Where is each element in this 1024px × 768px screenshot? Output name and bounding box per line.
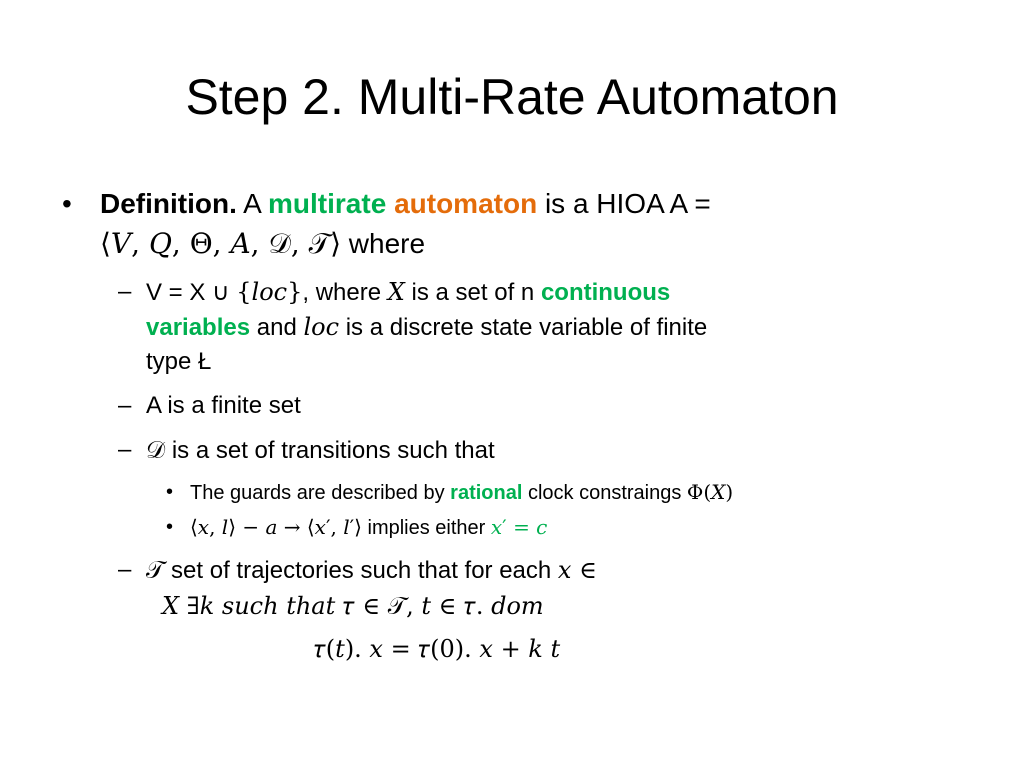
definition-label: Definition. xyxy=(100,188,237,219)
a-item-line: A is a finite set xyxy=(146,392,301,419)
bullet-marker: • xyxy=(166,516,174,538)
definition-where: where xyxy=(341,228,426,259)
t-item-line-2 xyxy=(162,590,544,623)
d-text: is a set of transitions such that xyxy=(165,437,495,464)
automaton-tuple: ⟨𝑉, 𝑄, Θ, 𝐴, 𝒟, 𝒯⟩ xyxy=(100,227,341,260)
loc-set: {𝑙𝑜𝑐} xyxy=(236,278,303,306)
t-text: set of trajectories such that for each xyxy=(164,557,558,584)
v-rest: is a discrete state variable of finite xyxy=(339,314,708,341)
v-where: , where xyxy=(302,279,388,306)
v-type: type Ł xyxy=(146,348,212,375)
t-item-equation xyxy=(314,633,560,666)
rational-term: rational xyxy=(450,482,523,504)
v-middle: is a set of n xyxy=(404,279,541,306)
page-title: Step 2. Multi-Rate Automaton xyxy=(185,69,839,125)
transition-formula: ⟨𝑥, 𝑙⟩ − 𝑎 → ⟨𝑥′, 𝑙′⟩ xyxy=(190,515,362,539)
automaton-term: automaton xyxy=(394,188,538,219)
definition-tuple-line xyxy=(100,226,425,262)
variables-term: variables xyxy=(146,314,251,341)
t-item-line-1 xyxy=(146,554,597,587)
d-item-line xyxy=(146,434,495,467)
t-symbol: 𝒯 xyxy=(146,556,165,584)
loc-variable: 𝑙𝑜𝑐 xyxy=(303,313,340,341)
bullet-marker: • xyxy=(62,188,72,219)
bullet-marker: • xyxy=(166,481,174,503)
multirate-term: multirate xyxy=(268,188,387,219)
definition-line xyxy=(100,186,711,222)
definition-rest: is a HIOA A = xyxy=(537,188,711,219)
trajectory-equation: 𝜏(𝑡). 𝑥 = 𝜏(0). 𝑥 + 𝑘 𝑡 xyxy=(314,635,561,663)
x-in-formula: 𝑥 ∈ xyxy=(557,556,597,584)
guard-suffix: clock constraings xyxy=(522,482,687,504)
continuous-term: continuous xyxy=(540,279,671,306)
v-and: and xyxy=(250,314,304,341)
implies-item-line xyxy=(190,513,547,542)
v-prefix: V = X ∪ xyxy=(146,279,237,306)
d-symbol: 𝒟 xyxy=(146,436,166,464)
definition-article: A xyxy=(236,188,269,219)
dash-marker: – xyxy=(118,436,132,463)
implies-text: implies either xyxy=(361,517,491,539)
guard-item-line xyxy=(190,478,733,507)
dash-marker: – xyxy=(118,556,132,583)
guard-prefix: The guards are described by xyxy=(190,482,451,504)
v-item-line-3 xyxy=(146,346,211,378)
dash-marker: – xyxy=(118,392,132,419)
reset-formula: 𝑥′ = 𝑐 xyxy=(490,515,548,539)
dash-marker: – xyxy=(118,278,132,305)
phi-formula: Φ(𝑋) xyxy=(686,480,734,504)
x-variable: 𝑋 xyxy=(387,278,405,306)
v-item-line-1 xyxy=(146,276,670,309)
v-item-line-2 xyxy=(146,311,707,344)
trajectory-condition: 𝑋 ∃𝑘 𝑠𝑢𝑐ℎ 𝑡ℎ𝑎𝑡 𝜏 ∈ 𝒯, 𝑡 ∈ 𝜏. 𝑑𝑜𝑚 xyxy=(162,592,544,620)
